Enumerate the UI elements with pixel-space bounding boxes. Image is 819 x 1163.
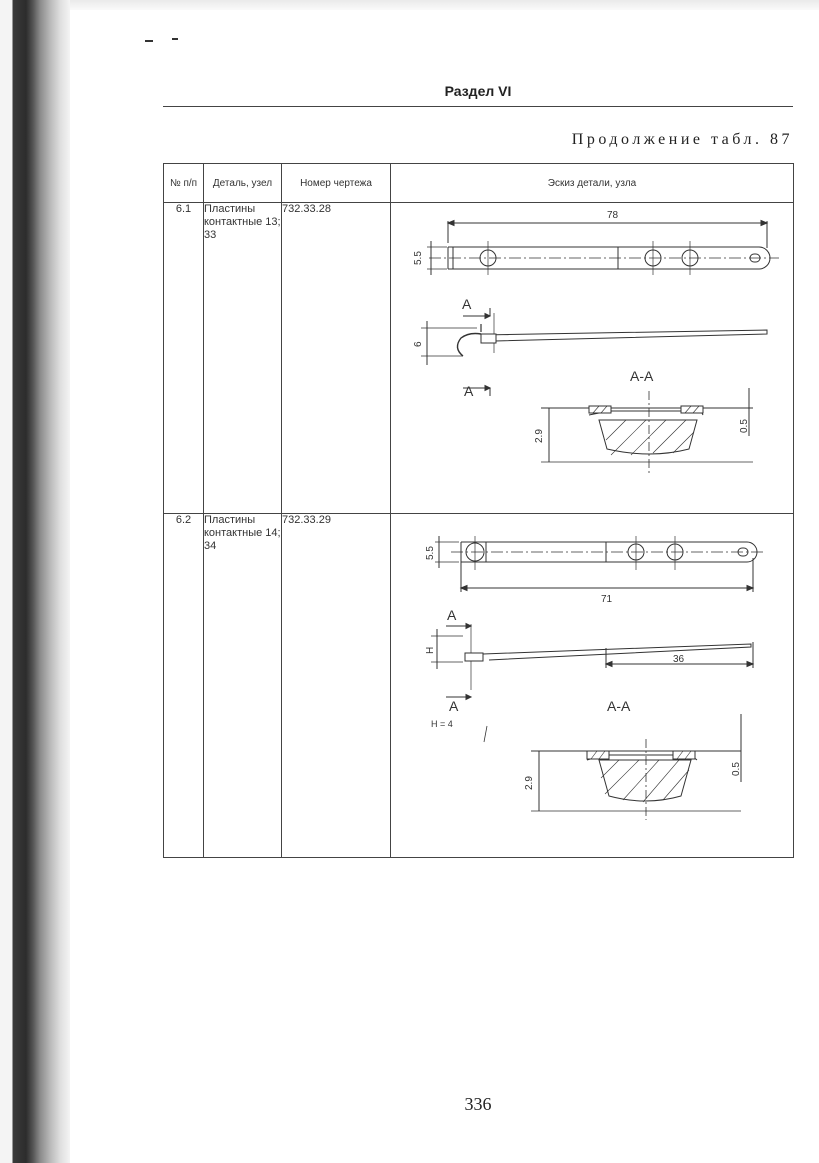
part-name: Пластины контактные 13; 33 [204,203,282,514]
tail-dimension: 36 [673,654,685,665]
width-dimension: 5.5 [425,546,436,560]
section-mark-top: A [462,296,472,312]
scan-mark [145,40,153,42]
section-title: Раздел VI [444,83,512,99]
section-mark-top: A [447,607,457,623]
length-dimension: 71 [601,594,613,605]
table-row [164,514,794,858]
sketch-cell [391,514,794,858]
header-rule [163,106,793,107]
section-title: A-A [630,368,654,384]
table-row [164,203,794,514]
column-header-sketch: Эскиз детали, узла [391,164,794,203]
parts-table [163,163,794,858]
table-header-row [164,164,794,203]
scan-binding-shadow [0,0,70,1163]
part-name: Пластины контактные 14; 34 [204,514,282,858]
section-height-dimension: 2.9 [534,429,545,443]
column-header-number: № п/п [164,164,204,203]
width-dimension: 5.5 [413,251,424,265]
section-mark-bottom: A [449,698,459,714]
part-sketch-drawing [391,514,793,857]
section-height-dimension: 2.9 [524,776,535,790]
drawing-number: 732.33.28 [282,203,391,514]
section-thickness-dimension: 0.5 [739,419,750,433]
part-sketch-drawing [391,203,793,513]
side-dimension: H [425,646,436,654]
length-dimension: 78 [607,210,619,221]
side-dimension: 6 [413,341,424,347]
section-mark-bottom: A [464,383,474,399]
column-header-part: Деталь, узел [204,164,282,203]
section-thickness-dimension: 0.5 [731,762,742,776]
row-number: 6.2 [164,514,204,858]
sketch-cell [391,203,794,514]
column-header-drawing: Номер чертежа [282,164,391,203]
table-continuation-label: Продолжение табл. 87 [571,131,793,148]
row-number: 6.1 [164,203,204,514]
scan-top-edge [0,0,819,10]
section-title: A-A [607,698,631,714]
height-note: H = 4 [431,719,453,729]
drawing-number: 732.33.29 [282,514,391,858]
page-number: 336 [464,1094,492,1114]
scan-mark [172,38,178,40]
